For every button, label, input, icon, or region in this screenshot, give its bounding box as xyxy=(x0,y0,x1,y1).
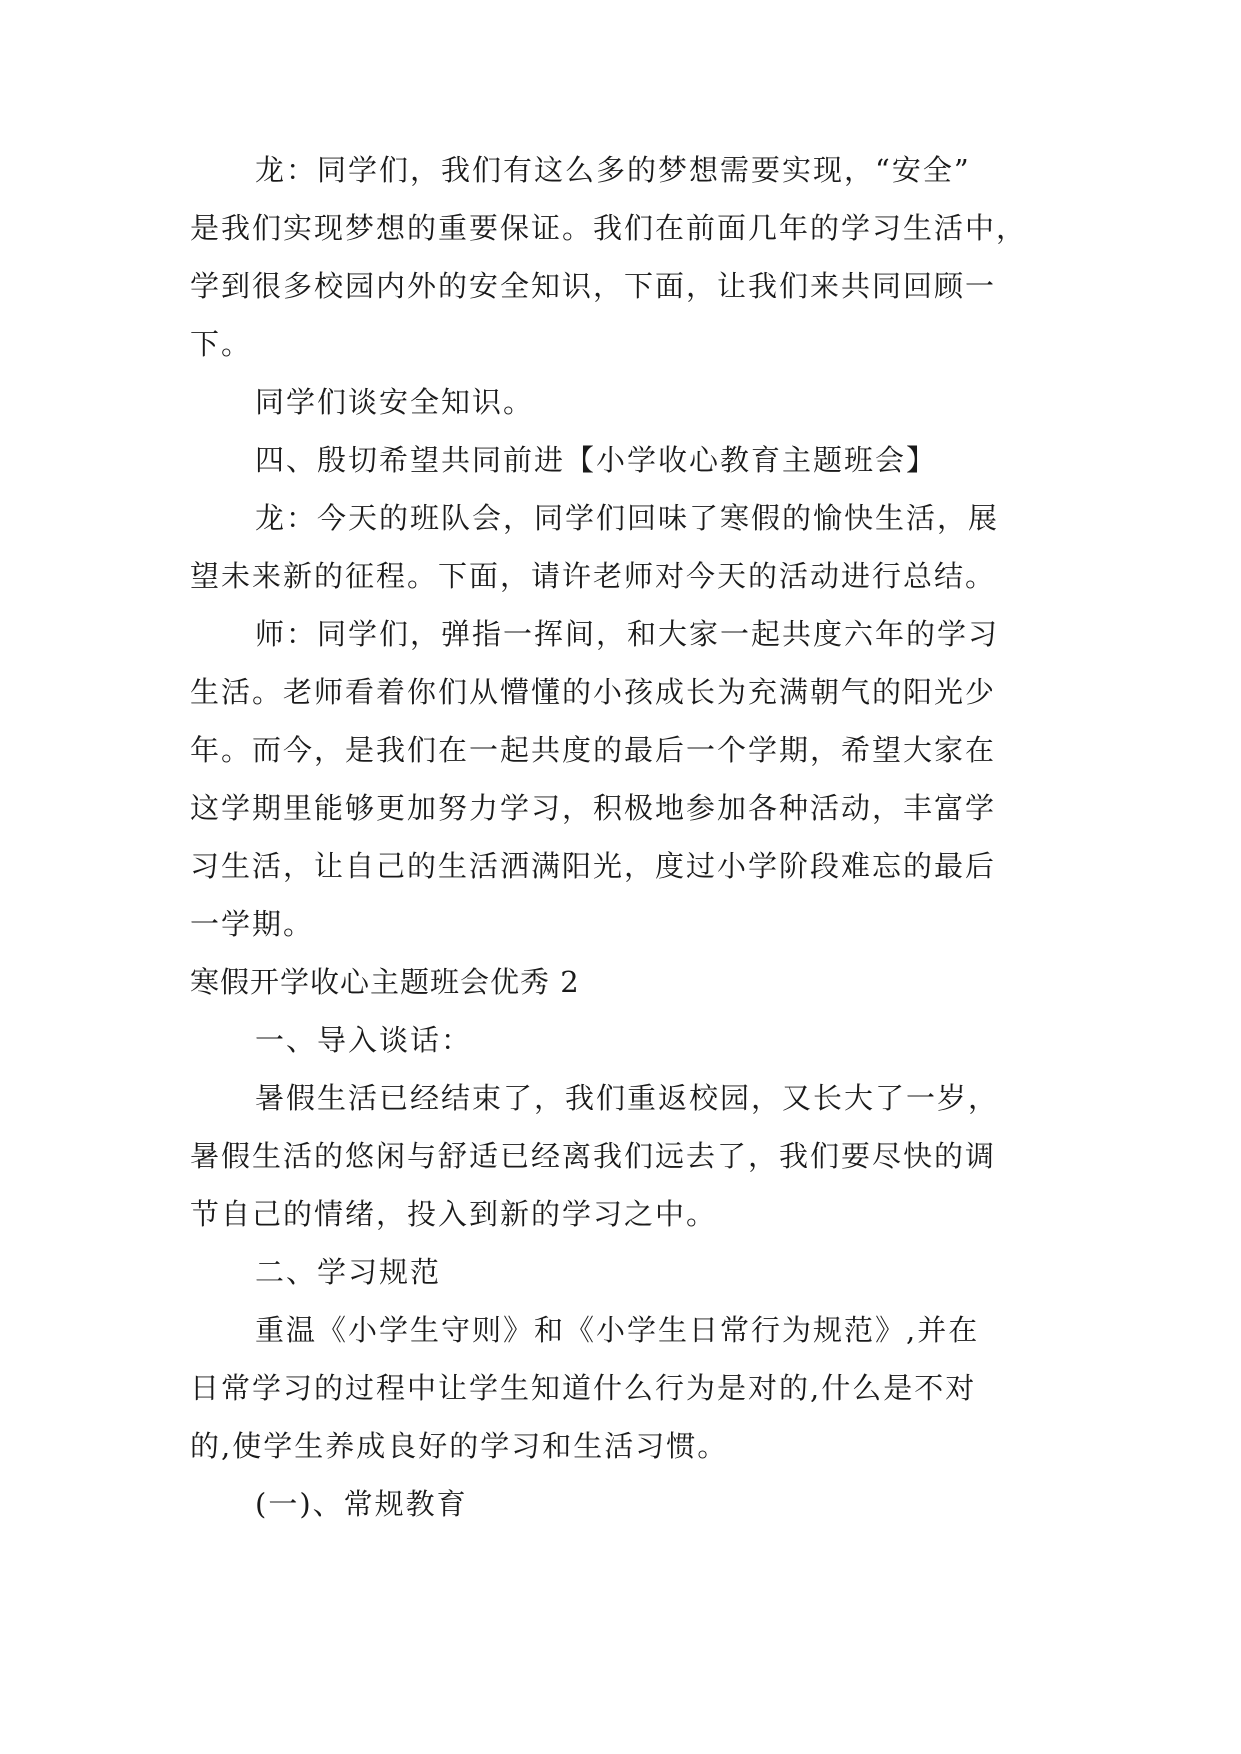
text-line: 年。而今，是我们在一起共度的最后一个学期，希望大家在 xyxy=(190,733,997,767)
text-line: 生活。老师看着你们从懵懂的小孩成长为充满朝气的阳光少 xyxy=(190,675,997,709)
text-line: 学到很多校园内外的安全知识，下面，让我们来共同回顾一 xyxy=(190,269,997,303)
section-heading: (一)、常规教育 xyxy=(255,1487,468,1521)
text-line: 的,使学生养成良好的学习和生活习惯。 xyxy=(190,1429,729,1463)
text-line: 下。 xyxy=(190,327,253,361)
section-heading: 一、导入谈话： xyxy=(255,1023,473,1057)
text-line: 同学们谈安全知识。 xyxy=(255,385,535,419)
text-line: 暑假生活已经结束了，我们重返校园，又长大了一岁， xyxy=(255,1081,1000,1115)
text-line: 龙：同学们，我们有这么多的梦想需要实现，“安全” xyxy=(255,153,971,187)
text-line: 一学期。 xyxy=(190,907,315,941)
text-line: 师：同学们，弹指一挥间，和大家一起共度六年的学习 xyxy=(255,617,1000,651)
text-line: 节自己的情绪，投入到新的学习之中。 xyxy=(190,1197,718,1231)
section-heading: 二、学习规范 xyxy=(255,1255,442,1289)
text-line: 日常学习的过程中让学生知道什么行为是对的,什么是不对 xyxy=(190,1371,977,1405)
text-line: 龙：今天的班队会，同学们回味了寒假的愉快生活，展 xyxy=(255,501,1000,535)
text-line: 重温《小学生守则》和《小学生日常行为规范》,并在 xyxy=(255,1313,980,1347)
text-line: 暑假生活的悠闲与舒适已经离我们远去了，我们要尽快的调 xyxy=(190,1139,997,1173)
section-heading: 四、殷切希望共同前进【小学收心教育主题班会】 xyxy=(255,443,938,477)
text-line: 这学期里能够更加努力学习，积极地参加各种活动，丰富学 xyxy=(190,791,997,825)
document-title: 寒假开学收心主题班会优秀 2 xyxy=(190,965,580,999)
text-line: 习生活，让自己的生活洒满阳光，度过小学阶段难忘的最后 xyxy=(190,849,997,883)
text-line: 是我们实现梦想的重要保证。我们在前面几年的学习生活中， xyxy=(190,211,1028,245)
text-line: 望未来新的征程。下面，请许老师对今天的活动进行总结。 xyxy=(190,559,997,593)
